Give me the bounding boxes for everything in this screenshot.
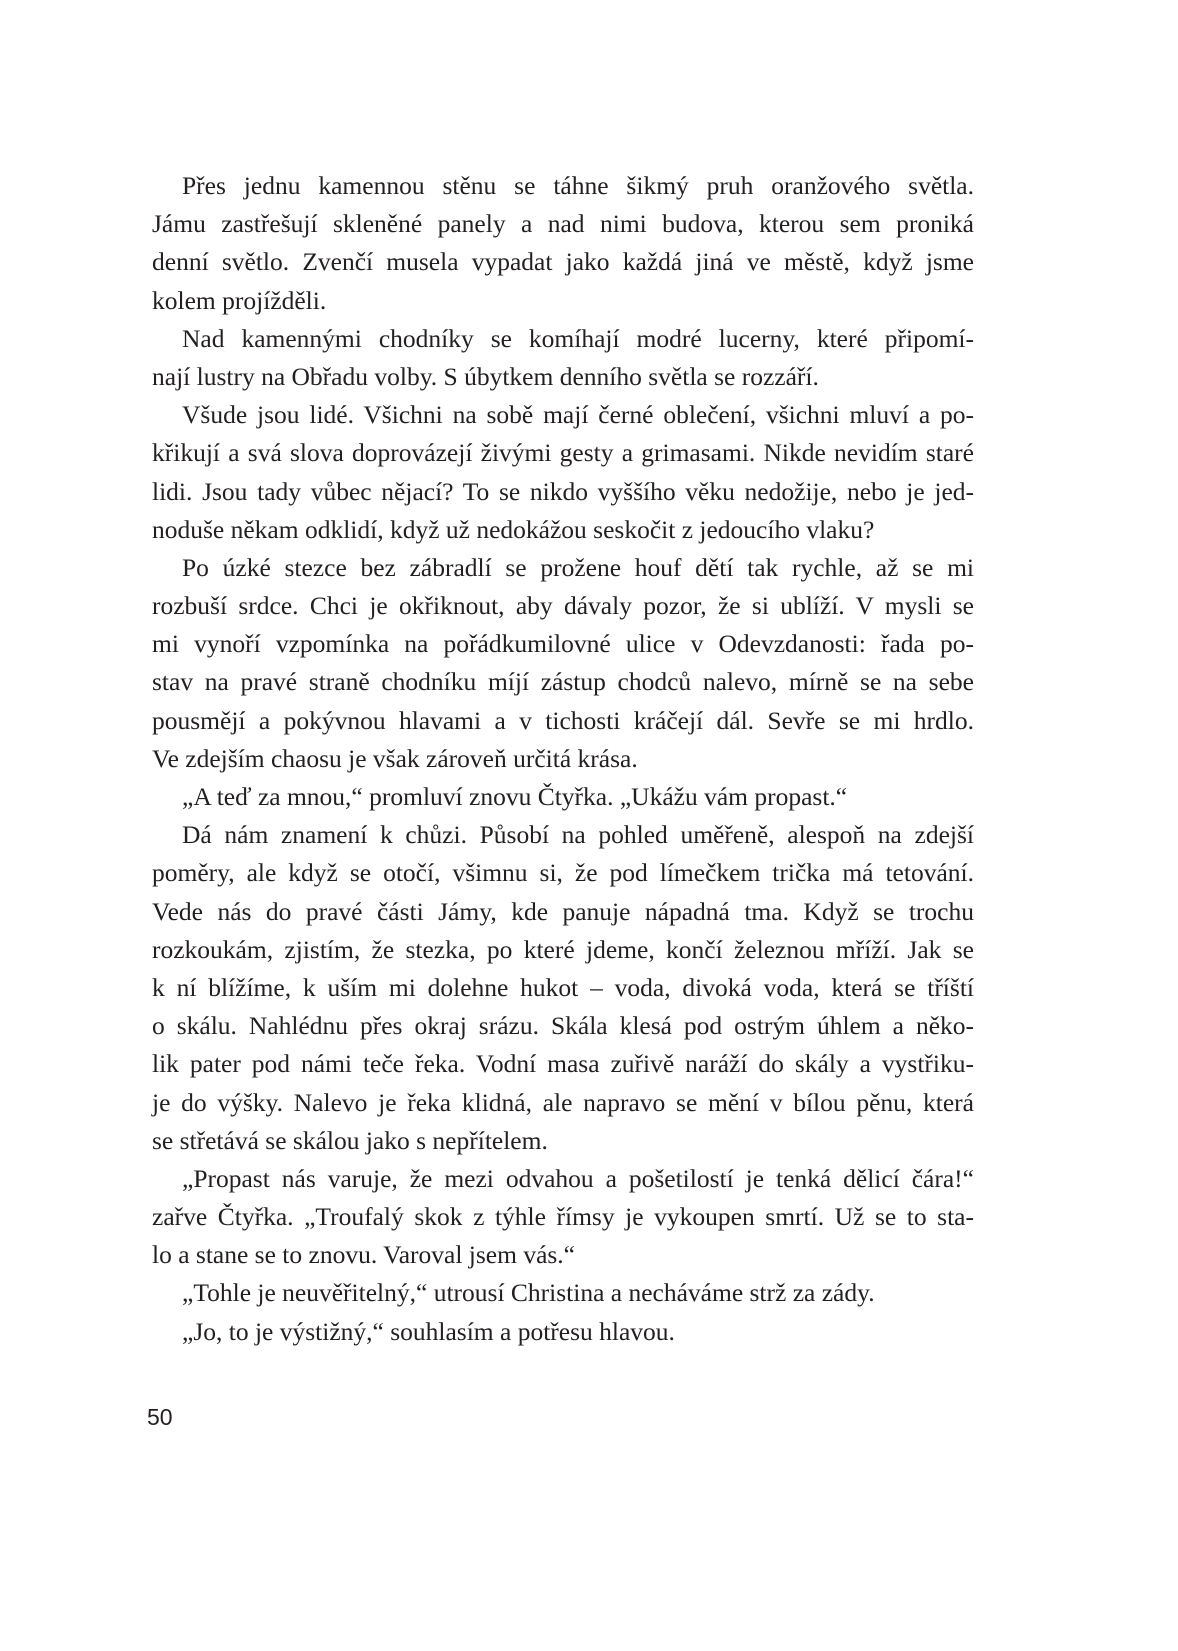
text-line: Ve zdejším chaosu je však zároveň určitá krása.	[152, 743, 638, 773]
paragraph	[152, 1160, 974, 1275]
text-line: „A teď za mnou,“ promluví znovu Čtyřka. „Ukážu vám propast.“	[182, 782, 848, 811]
body-text	[152, 167, 974, 1351]
paragraph	[152, 396, 974, 549]
page-number: 50	[147, 1404, 173, 1430]
text-line: křikují a svá slova doprovázejí živými gesty a grimasami. Nikde nevidím staré	[152, 438, 974, 468]
text-line: Všude jsou lidé. Všichni na sobě mají černé oblečení, všichni mluví a po-	[182, 400, 974, 430]
paragraph	[152, 167, 974, 320]
text-line: Po úzké stezce bez zábradlí se prožene houf dětí tak rychle, až se mi	[182, 552, 974, 582]
paragraph	[152, 778, 974, 816]
text-line: Vede nás do pravé části Jámy, kde panuje nápadná tma. Když se trochu	[152, 896, 974, 926]
paragraph	[152, 549, 974, 778]
paragraph	[152, 816, 974, 1160]
text-line: rozbuší srdce. Chci je okřiknout, aby dávaly pozor, že si ublíží. V mysli se	[152, 591, 974, 621]
paragraph	[152, 1313, 974, 1351]
text-line: rozkoukám, zjistím, že stezka, po které jdeme, končí železnou mříží. Jak se	[152, 934, 974, 964]
paragraph	[152, 320, 974, 396]
text-line: o skálu. Nahlédnu přes okraj srázu. Skála klesá pod ostrým úhlem a něko-	[152, 1011, 974, 1041]
text-line: lo a stane se to znovu. Varoval jsem vás.“	[152, 1240, 576, 1270]
text-line: lik pater pod námi teče řeka. Vodní masa zuřivě naráží do skály a vystřiku-	[152, 1049, 974, 1079]
text-line: Dá nám znamení k chůzi. Působí na pohled uměřeně, alespoň na zdejší	[182, 820, 974, 850]
text-line: Přes jednu kamennou stěnu se táhne šikmý pruh oranžového světla.	[182, 171, 974, 200]
text-line: zařve Čtyřka. „Troufalý skok z týhle římsy je vykoupen smrtí. Už se to sta-	[152, 1202, 974, 1232]
text-line: mi vynoří vzpomínka na pořádkumilovné ulice v Odevzdanosti: řada po-	[152, 629, 974, 659]
text-line: stav na pravé straně chodníku míjí zástup chodců nalevo, mírně se na sebe	[152, 667, 974, 697]
text-line: kolem projížděli.	[152, 285, 327, 315]
text-line: k ní blížíme, k uším mi dolehne hukot – voda, divoká voda, která se tříští	[152, 972, 974, 1002]
text-line: denní světlo. Zvenčí musela vypadat jako každá jiná ve městě, když jsme	[152, 247, 974, 277]
text-line: noduše někam odklidí, když už nedokážou seskočit z jedoucího vlaku?	[152, 514, 875, 544]
text-line: je do výšky. Nalevo je řeka klidná, ale napravo se mění v bílou pěnu, která	[152, 1087, 974, 1117]
paragraph	[152, 1274, 974, 1312]
text-line: se střetává se skálou jako s nepřítelem.	[152, 1125, 548, 1155]
text-line: Jámu zastřešují skleněné panely a nad nimi budova, kterou sem proniká	[152, 209, 974, 239]
text-line: poměry, ale když se otočí, všimnu si, že pod límečkem trička má tetování.	[152, 858, 974, 888]
text-line: pousmějí a pokývnou hlavami a v tichosti kráčejí dál. Sevře se mi hrdlo.	[152, 705, 974, 735]
text-line: nají lustry na Obřadu volby. S úbytkem denního světla se rozzáří.	[152, 361, 819, 391]
text-line: Nad kamennými chodníky se komíhají modré lucerny, které připomí-	[182, 323, 974, 353]
text-line: „Tohle je neuvěřitelný,“ utrousí Christina a necháváme strž za zády.	[182, 1278, 875, 1308]
text-line: „Jo, to je výstižný,“ souhlasím a potřesu hlavou.	[182, 1316, 675, 1346]
text-line: lidi. Jsou tady vůbec nějací? To se nikdo vyššího věku nedožije, nebo je jed-	[152, 476, 974, 506]
text-line: „Propast nás varuje, že mezi odvahou a pošetilostí je tenká dělicí čára!“	[182, 1163, 974, 1193]
